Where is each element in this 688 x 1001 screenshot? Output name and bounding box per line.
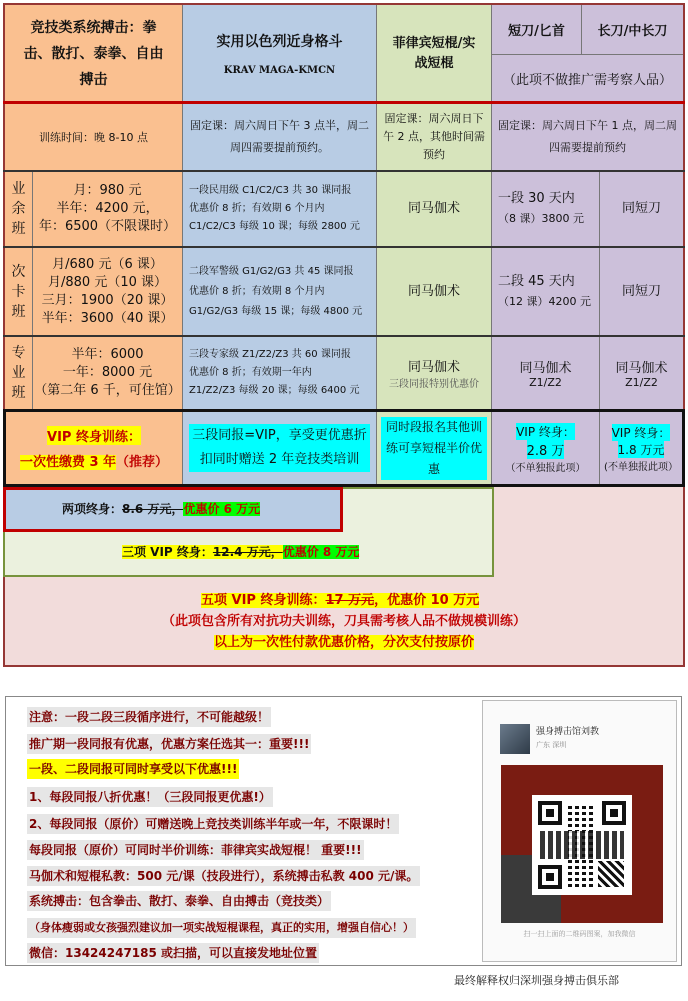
vip-combat — [6, 412, 183, 484]
package-two-line — [62, 500, 260, 518]
row-prices-punchcard — [33, 248, 183, 335]
header-krav-sub: KRAV MAGA-KMCN — [223, 65, 336, 76]
header-krav — [183, 5, 377, 102]
package-five-new: ，优惠价 10 万元 — [374, 593, 480, 608]
vip-stick — [377, 412, 492, 484]
qr-location: 广东 深圳 — [536, 741, 567, 749]
package-three-label: 三项 VIP 终身： — [122, 545, 213, 559]
header-knife — [492, 5, 582, 55]
vip-knife — [492, 412, 600, 484]
row-knife-punchcard — [492, 248, 600, 335]
row-stick-amateur — [377, 172, 492, 246]
package-three-line — [122, 543, 359, 561]
row-knife-pro — [492, 337, 600, 409]
package-two-new: 优惠价 6 万元 — [183, 502, 261, 516]
header-knife-note-text: （此项不做推广需考察人品） — [502, 73, 672, 88]
header-long-text: 长刀/中长刀 — [597, 24, 668, 39]
note-line: 马伽术和短棍私教：500 元/课（技段进行），系统搏击私教 400 元/课。 — [27, 866, 420, 886]
price-line: 半年：3600（40 课） — [41, 310, 174, 326]
schedule-combat-text: 训练时间：晚 8-10 点 — [39, 130, 148, 144]
stick-line: 同马伽术 — [407, 201, 460, 216]
header-combat — [5, 5, 183, 102]
note-line: 每段同报（原价）可同时半价训练：菲律宾实战短棍！ 重要!!! — [27, 840, 364, 860]
long-line: 同马伽术 — [615, 361, 668, 376]
row-stick-punchcard — [377, 248, 492, 335]
package-five-old: 17 万元 — [325, 593, 375, 608]
vip-combat-fee — [20, 451, 168, 470]
package-five-note1-text: （此项包含所有对抗功夫训练，刀具需考核人品不做规模训练） — [161, 614, 526, 629]
package-five-line — [201, 591, 479, 610]
row-krav-punchcard — [183, 248, 377, 335]
schedule-combat — [5, 104, 183, 170]
price-line: （第二年 6 千，可住馆） — [34, 383, 181, 398]
row-label-text: 专业班 — [11, 345, 26, 401]
note-line: 系统搏击：包含拳击、散打、泰拳、自由搏击（竞技类） — [27, 891, 331, 911]
schedule-krav-text: 固定课：周六周日下午 3 点半，周二周四需要提前预约。 — [190, 119, 369, 154]
schedule-krav — [183, 104, 377, 170]
qr-name: 强身搏击馆刘教 — [536, 727, 600, 737]
stick-line: 同马伽术 — [407, 283, 460, 299]
note-line: 注意：一段二段三段循序进行，不可能越级！ — [27, 707, 271, 727]
stick-line: 同马伽术 — [407, 360, 460, 375]
qr-finder-icon — [538, 865, 562, 889]
note-line: 1、每段同报八折优惠！（三段同报更优惠!） — [27, 787, 273, 807]
krav-line: 二段军警级 G1/G2/G3 共 45 课同报 — [189, 265, 354, 277]
price-line: 月/680 元（6 课） — [52, 256, 163, 272]
note-line: （身体瘦弱或女孩强烈建议加一项实战短棍课程，真正的实用，增强自信心！） — [27, 918, 416, 938]
note-line: 推广期一段同报有优惠，优惠方案任选其一：重要!!! — [27, 734, 311, 754]
note-line: 微信：13424247185 或扫描，可以直接发地址位置 — [27, 943, 319, 963]
knife-line: 一段 30 天内 — [498, 191, 575, 206]
vip-long — [600, 412, 682, 484]
long-line: Z1/Z2 — [625, 376, 658, 389]
row-label-amateur — [5, 172, 33, 246]
vip-combat-recommend: （推荐） — [116, 455, 169, 470]
vip-knife-title: VIP 终身： — [516, 424, 575, 439]
krav-line: C1/C2/C3 每级 10 课；每级 2800 元 — [189, 221, 360, 232]
knife-line: （12 课）4200 元 — [498, 294, 591, 308]
krav-line: 优惠价 8 折；有效期 6 个月内 — [189, 203, 325, 214]
price-line: 月：980 元 — [73, 183, 142, 198]
qr-modules — [598, 861, 624, 887]
package-five-label: 五项 VIP 终身训练： — [201, 593, 326, 608]
row-prices-amateur — [33, 172, 183, 246]
package-three-old: 12.4 万元， — [212, 545, 283, 559]
price-line: 半年：4200 元， — [56, 201, 159, 216]
row-krav-amateur — [183, 172, 377, 246]
row-stick-pro — [377, 337, 492, 409]
price-line: 半年：6000 — [71, 347, 144, 362]
row-label-text: 次卡班 — [11, 263, 26, 320]
row-prices-pro — [33, 337, 183, 409]
vip-knife-price: 2.8 万 — [527, 440, 565, 459]
vip-combat-fee-main: 一次性缴费 3 年 — [19, 455, 117, 470]
krav-line: G1/G2/G3 每级 15 课；每级 4800 元 — [189, 305, 363, 317]
note-line: 一段、二段同报可同时享受以下优惠!!! — [27, 759, 239, 779]
row-long-amateur — [600, 172, 683, 246]
krav-line: 三段专家级 Z1/Z2/Z3 共 60 课同报 — [189, 349, 351, 360]
header-combat-text: 竞技类系统搏击：拳击、散打、泰拳、自由搏击 — [23, 19, 164, 88]
long-line: 同短刀 — [621, 201, 661, 216]
qr-finder-icon — [538, 801, 562, 825]
row-knife-amateur — [492, 172, 600, 246]
qr-avatar — [500, 724, 530, 754]
vip-krav-text: 三段同报=VIP，享受更优惠折扣同时赠送 2 年竞技类培训 — [189, 424, 370, 472]
package-three-new: 优惠价 8 万元 — [282, 545, 360, 559]
row-label-text: 业余班 — [11, 181, 26, 237]
knife-line: Z1/Z2 — [529, 376, 562, 389]
schedule-stick — [377, 104, 492, 170]
header-knife-text: 短刀/匕首 — [508, 24, 565, 39]
row-long-punchcard — [600, 248, 683, 335]
note-line: 2、每段同报（原价）可赠送晚上竞技类训练半年或一年，不限课时！ — [27, 814, 399, 834]
footer-text: 最终解释权归深圳强身搏击俱乐部 — [454, 974, 619, 987]
header-krav-title: 实用以色列近身格斗 — [216, 34, 343, 50]
price-line: 一年：8000 元 — [62, 365, 153, 380]
vip-knife-note: （不单独报此项） — [505, 462, 586, 474]
qr-modules — [540, 831, 624, 859]
header-stick-text: 菲律宾短棍/实战短棍 — [392, 35, 476, 71]
long-line: 同短刀 — [621, 283, 661, 299]
vip-krav — [183, 412, 377, 484]
package-five-note2 — [0, 633, 688, 652]
krav-line: Z1/Z2/Z3 每级 20 课；每级 6400 元 — [189, 385, 360, 396]
schedule-stick-text: 固定课：周六周日下午 2 点，其他时间需预约 — [383, 112, 485, 161]
krav-line: 优惠价 8 折；有效期一年内 — [189, 367, 312, 378]
package-five-note2-text: 以上为一次性付款优惠价格，分次支付按原价 — [213, 635, 474, 650]
qr-image — [501, 765, 663, 923]
qr-code — [532, 795, 632, 895]
qr-finder-icon — [602, 801, 626, 825]
row-krav-pro — [183, 337, 377, 409]
schedule-knife-text: 固定课：周六周日下午 1 点，周二周四需要提前预约 — [498, 119, 677, 154]
krav-line: 一段民用级 C1/C2/C3 共 30 课同报 — [189, 185, 352, 196]
vip-long-title: VIP 终身： — [611, 425, 671, 440]
row-label-punchcard — [5, 248, 33, 335]
row-label-pro — [5, 337, 33, 409]
price-line: 三月：1900（20 课） — [41, 292, 174, 308]
row-long-pro — [600, 337, 683, 409]
vip-stick-text: 同时段报名其他训练可享短棍半价优惠 — [381, 417, 487, 480]
qr-caption: 扫一扫上面的二维码图案，加我微信 — [523, 930, 636, 938]
price-line: 年：6500（不限课时） — [38, 219, 177, 234]
vip-long-price: 1.8 万元 — [617, 442, 665, 457]
package-two-label: 两项终身： — [62, 502, 123, 516]
knife-line: （8 课）3800 元 — [498, 212, 584, 225]
knife-line: 同马伽术 — [519, 361, 572, 376]
package-five-note1 — [0, 612, 688, 631]
stick-line: 三段同报特别优惠价 — [389, 379, 479, 390]
vip-combat-title: VIP 终身训练： — [47, 426, 141, 445]
knife-line: 二段 45 天内 — [498, 273, 575, 289]
package-two-old: 8.6 万元， — [122, 502, 184, 516]
krav-line: 优惠价 8 折；有效期 8 个月内 — [189, 285, 325, 297]
vip-long-note: (不单独报此项） — [604, 461, 678, 473]
header-knife-note — [492, 55, 683, 102]
price-line: 月/880 元（10 课） — [48, 274, 167, 290]
header-long — [582, 5, 683, 55]
schedule-knife — [492, 104, 683, 170]
header-stick — [377, 5, 492, 102]
